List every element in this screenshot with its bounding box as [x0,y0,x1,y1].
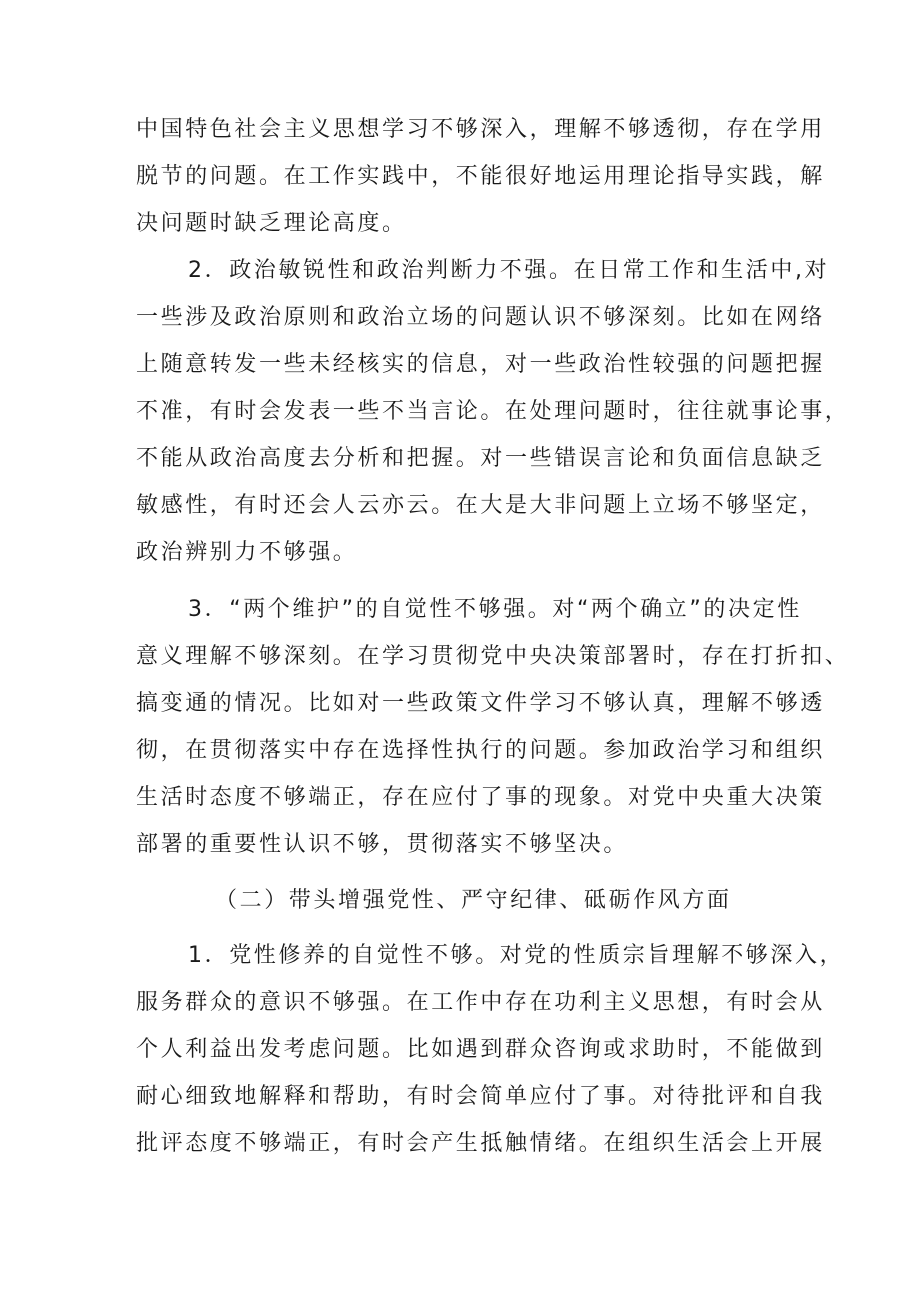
paragraph-line: 搞变通的情况。比如对一些政策文件学习不够认真，理解不够透 [136,691,825,716]
paragraph-line: 敏感性，有时还会人云亦云。在大是大非问题上立场不够坚定， [136,493,825,518]
paragraph-line: 不能从政治高度去分析和把握。对一些错误言论和负面信息缺乏 [136,446,825,471]
paragraph-line: 上随意转发一些未经核实的信息，对一些政治性较强的问题把握 [136,352,825,377]
section-heading: （二）带头增强党性、严守纪律、砥砺作风方面 [215,888,732,913]
paragraph-line: 1．党性修养的自觉性不够。对党的性质宗旨理解不够深入， [188,943,845,968]
paragraph-line: 个人利益出发考虑问题。比如遇到群众咨询或求助时，不能做到 [136,1037,825,1062]
paragraph-line: 意义理解不够深刻。在学习贯彻党中央决策部署时，存在打折扣、 [136,644,850,669]
paragraph-line: 3．“两个维护”的自觉性不够强。对“两个确立”的决定性 [188,597,802,622]
paragraph-line: 彻，在贯彻落实中存在选择性执行的问题。参加政治学习和组织 [136,738,825,763]
paragraph-line: 2．政治敏锐性和政治判断力不强。在日常工作和生活中,对 [188,258,830,283]
paragraph-line: 脱节的问题。在工作实践中，不能很好地运用理论指导实践，解 [136,164,825,189]
paragraph-line: 一些涉及政治原则和政治立场的问题认识不够深刻。比如在网络 [136,305,825,330]
paragraph-line: 部署的重要性认识不够，贯彻落实不够坚决。 [136,832,629,857]
paragraph-line: 生活时态度不够端正，存在应付了事的现象。对党中央重大决策 [136,785,825,810]
paragraph-line: 批评态度不够端正，有时会产生抵触情绪。在组织生活会上开展 [136,1131,825,1156]
paragraph-line: 服务群众的意识不够强。在工作中存在功利主义思想，有时会从 [136,990,825,1015]
paragraph-line: 中国特色社会主义思想学习不够深入，理解不够透彻，存在学用 [136,117,825,142]
paragraph-line: 政治辨别力不够强。 [136,540,358,565]
paragraph-line: 不准，有时会发表一些不当言论。在处理问题时，往往就事论事， [136,399,850,424]
paragraph-line: 决问题时缺乏理论高度。 [136,211,407,236]
paragraph-line: 耐心细致地解释和帮助，有时会简单应付了事。对待批评和自我 [136,1084,825,1109]
